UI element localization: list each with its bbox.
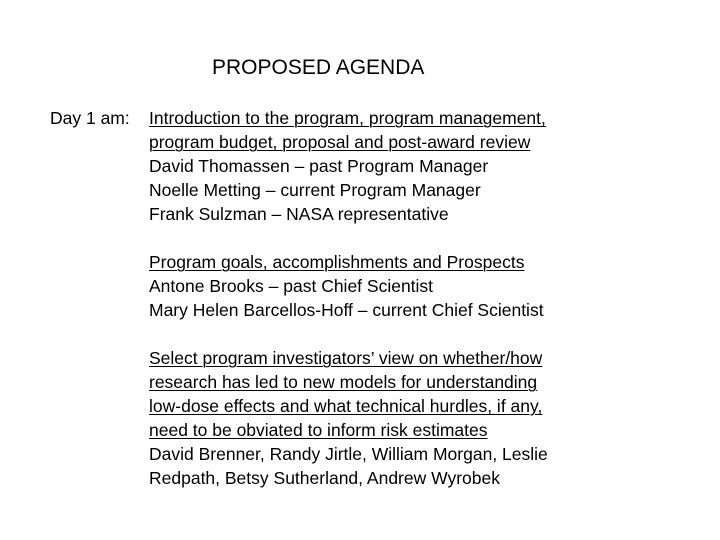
- speaker-line: David Brenner, Randy Jirtle, William Morgan, Leslie: [149, 444, 548, 464]
- topic-line: research has led to new models for understanding: [149, 372, 538, 392]
- agenda-section-introduction: [149, 106, 546, 226]
- speaker-line: Antone Brooks – past Chief Scientist: [149, 276, 434, 296]
- speaker-line: Mary Helen Barcellos-Hoff – current Chief Scientist: [149, 300, 544, 320]
- topic-line: program budget, proposal and post-award review: [149, 132, 531, 152]
- topic-line: low-dose effects and what technical hurdles, if any,: [149, 396, 543, 416]
- agenda-section-program-goals: [149, 250, 544, 322]
- page-title: PROPOSED AGENDA: [212, 56, 425, 79]
- topic-line: need to be obviated to inform risk estimates: [149, 420, 488, 440]
- day-label: Day 1 am:: [50, 108, 130, 128]
- topic-line: Program goals, accomplishments and Prospects: [149, 252, 525, 272]
- topic-line: Select program investigators’ view on whether/how: [149, 348, 543, 368]
- speaker-line: Redpath, Betsy Sutherland, Andrew Wyrobek: [149, 468, 501, 488]
- speaker-line: David Thomassen – past Program Manager: [149, 156, 489, 176]
- agenda-section-investigators-view: [149, 346, 548, 490]
- speaker-line: Noelle Metting – current Program Manager: [149, 180, 481, 200]
- topic-line: Introduction to the program, program management,: [149, 108, 546, 128]
- speaker-line: Frank Sulzman – NASA representative: [149, 204, 449, 224]
